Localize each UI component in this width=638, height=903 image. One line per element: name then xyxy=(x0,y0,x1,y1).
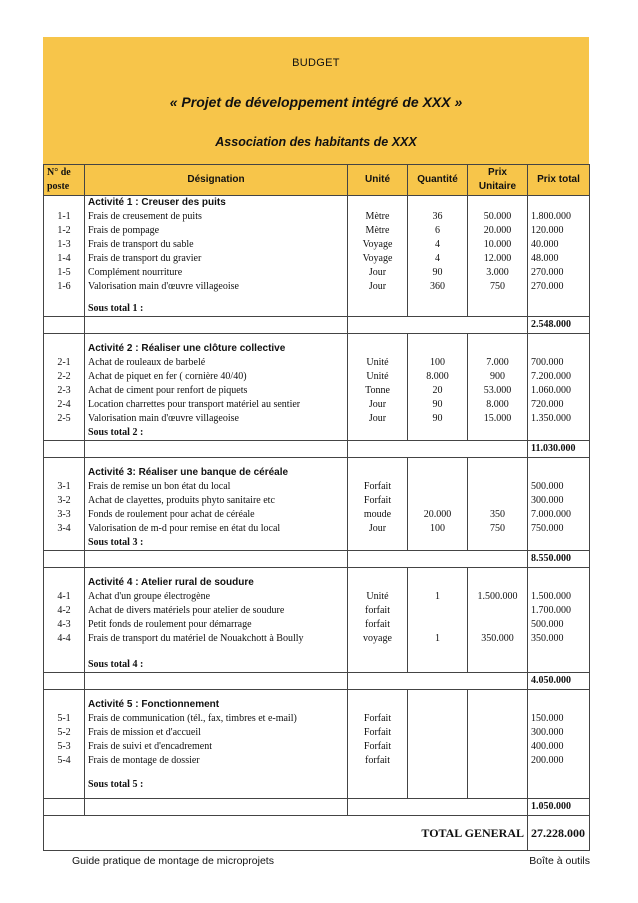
line-designation: Valorisation de m-d pour remise en état du local xyxy=(88,523,281,534)
line-unit-price: 350 xyxy=(490,509,505,520)
subtotal-blank xyxy=(85,441,348,458)
association-name: Association des habitants de XXX xyxy=(215,135,417,149)
subtotal-blank xyxy=(85,799,348,816)
subtotal-value: 1.050.000 xyxy=(528,799,590,816)
cell-des xyxy=(85,334,348,441)
subtotal-blank xyxy=(85,317,348,334)
cell-qty xyxy=(408,196,468,317)
line-no: 5-1 xyxy=(57,713,71,724)
line-total: 1.800.000 xyxy=(531,211,571,222)
line-no: 3-4 xyxy=(57,523,71,534)
line-no: 2-5 xyxy=(57,413,71,424)
cell-pt xyxy=(528,458,590,551)
header-no: N° de poste xyxy=(44,165,85,196)
spacer xyxy=(351,698,404,712)
spacer xyxy=(531,196,586,210)
line-total: 40.000 xyxy=(531,239,559,250)
line-quantity: 90 xyxy=(432,267,443,278)
line-designation: Frais de transport du gravier xyxy=(88,253,202,264)
spacer xyxy=(471,196,524,210)
line-unit-price xyxy=(471,740,524,754)
subtotal-label: Sous total 2 : xyxy=(88,427,144,438)
activity-block xyxy=(44,334,590,441)
line-total: 7.000.000 xyxy=(531,509,571,520)
line-quantity xyxy=(411,618,464,632)
spacer xyxy=(351,466,404,480)
spacer xyxy=(351,196,404,210)
line-unit-price: 1.500.000 xyxy=(477,591,518,602)
line-no: 3-3 xyxy=(57,509,71,520)
line-unit: Jour xyxy=(368,413,387,424)
line-unit: forfait xyxy=(365,619,390,630)
line-total: 1.700.000 xyxy=(531,605,571,616)
cell-no xyxy=(44,568,85,673)
line-designation: Valorisation main d'œuvre villageoise xyxy=(88,413,239,424)
activity-title: Activité 4 : Atelier rural de soudure xyxy=(88,577,254,588)
subtotal-row xyxy=(44,551,590,568)
line-no: 2-1 xyxy=(57,357,71,368)
cell-pu xyxy=(468,196,528,317)
line-total: 400.000 xyxy=(531,741,564,752)
line-unit: Mètre xyxy=(365,211,390,222)
line-unit-price: 12.000 xyxy=(483,253,512,264)
subtotal-blank xyxy=(44,317,85,334)
line-designation: Valorisation main d'œuvre villageoise xyxy=(88,281,239,292)
line-designation: Frais de transport du matériel de Nouakchott à Boully xyxy=(88,633,304,644)
line-no: 4-2 xyxy=(57,605,71,616)
line-quantity: 1 xyxy=(435,633,440,644)
cell-qty xyxy=(408,334,468,441)
line-unit: Forfait xyxy=(363,741,392,752)
line-unit: Jour xyxy=(368,281,387,292)
spacer xyxy=(351,576,404,590)
line-designation: Frais de pompage xyxy=(88,225,160,236)
line-unit: Unité xyxy=(366,357,389,368)
line-unit-price: 3.000 xyxy=(486,267,509,278)
line-unit-price xyxy=(471,754,524,768)
subtotal-label: Sous total 5 : xyxy=(88,779,144,790)
line-total: 1.500.000 xyxy=(531,591,571,602)
line-unit-price: 750 xyxy=(490,281,505,292)
spacer xyxy=(531,698,586,712)
line-designation: Frais de transport du sable xyxy=(88,239,194,250)
project-title: « Projet de développement intégré de XXX » xyxy=(169,94,463,110)
activity-block xyxy=(44,196,590,317)
line-total: 200.000 xyxy=(531,755,564,766)
line-total: 300.000 xyxy=(531,495,564,506)
line-quantity xyxy=(411,480,464,494)
cell-unit xyxy=(348,334,408,441)
line-total: 150.000 xyxy=(531,713,564,724)
cell-des xyxy=(85,196,348,317)
spacer xyxy=(531,466,586,480)
subtotal-row xyxy=(44,673,590,690)
line-quantity: 90 xyxy=(432,399,443,410)
subtotal-blank xyxy=(348,317,528,334)
cell-unit xyxy=(348,568,408,673)
grand-total-label: TOTAL GENERAL xyxy=(44,816,528,851)
line-unit: Voyage xyxy=(362,239,393,250)
spacer xyxy=(411,466,464,480)
line-total: 48.000 xyxy=(531,253,559,264)
subtotal-row xyxy=(44,441,590,458)
line-quantity: 90 xyxy=(432,413,443,424)
line-unit: Forfait xyxy=(363,481,392,492)
line-unit: Voyage xyxy=(362,253,393,264)
spacer xyxy=(47,576,81,590)
line-quantity: 1 xyxy=(435,591,440,602)
line-unit: Forfait xyxy=(363,495,392,506)
activity-title: Activité 5 : Fonctionnement xyxy=(88,699,220,710)
line-unit-price: 10.000 xyxy=(483,239,512,250)
line-unit: forfait xyxy=(365,605,390,616)
activity-title: Activité 2 : Réaliser une clôture collective xyxy=(88,343,286,354)
line-no: 5-2 xyxy=(57,727,71,738)
header-prix-unitaire: Prix Unitaire xyxy=(468,165,528,196)
line-unit: Jour xyxy=(368,523,387,534)
line-no: 1-4 xyxy=(57,253,71,264)
line-designation: Achat d'un groupe électrogène xyxy=(88,591,211,602)
cell-qty xyxy=(408,568,468,673)
spacer xyxy=(47,698,81,712)
line-unit: Unité xyxy=(366,591,389,602)
line-designation: Achat de rouleaux de barbelé xyxy=(88,357,206,368)
cell-pu xyxy=(468,690,528,799)
spacer xyxy=(531,576,586,590)
line-no: 2-2 xyxy=(57,371,71,382)
line-quantity: 8.000 xyxy=(426,371,449,382)
line-unit: forfait xyxy=(365,755,390,766)
line-unit-price xyxy=(471,494,524,508)
cell-pt xyxy=(528,334,590,441)
line-no: 1-1 xyxy=(57,211,71,222)
line-designation: Frais de montage de dossier xyxy=(88,755,200,766)
line-total: 1.350.000 xyxy=(531,413,571,424)
line-quantity xyxy=(411,726,464,740)
line-total: 350.000 xyxy=(531,633,564,644)
line-total: 120.000 xyxy=(531,225,564,236)
line-no: 4-1 xyxy=(57,591,71,602)
subtotal-blank xyxy=(348,799,528,816)
line-quantity: 4 xyxy=(435,239,440,250)
line-no: 1-6 xyxy=(57,281,71,292)
subtotal-value: 4.050.000 xyxy=(528,673,590,690)
activity-title: Activité 3: Réaliser une banque de céréale xyxy=(88,467,289,478)
line-unit-price: 350.000 xyxy=(481,633,514,644)
subtotal-blank xyxy=(85,551,348,568)
cell-no xyxy=(44,334,85,441)
activity-block xyxy=(44,690,590,799)
line-total: 750.000 xyxy=(531,523,564,534)
line-designation: Frais de suivi et d'encadrement xyxy=(88,741,212,752)
line-designation: Achat de divers matériels pour atelier de soudure xyxy=(88,605,285,616)
line-total: 720.000 xyxy=(531,399,564,410)
cell-pt xyxy=(528,690,590,799)
subtotal-row xyxy=(44,317,590,334)
subtotal-value: 11.030.000 xyxy=(528,441,590,458)
cell-unit xyxy=(348,196,408,317)
line-unit-price: 50.000 xyxy=(483,211,512,222)
line-total: 500.000 xyxy=(531,619,564,630)
cell-no xyxy=(44,690,85,799)
spacer xyxy=(411,196,464,210)
cell-pu xyxy=(468,568,528,673)
spacer xyxy=(531,342,586,356)
header-unite: Unité xyxy=(348,165,408,196)
spacer xyxy=(47,466,81,480)
header-quantite: Quantité xyxy=(408,165,468,196)
cell-des xyxy=(85,568,348,673)
line-total: 300.000 xyxy=(531,727,564,738)
cell-unit xyxy=(348,458,408,551)
line-quantity: 20 xyxy=(432,385,443,396)
cell-qty xyxy=(408,458,468,551)
line-quantity: 360 xyxy=(430,281,445,292)
line-total: 700.000 xyxy=(531,357,564,368)
activity-block xyxy=(44,568,590,673)
line-total: 270.000 xyxy=(531,281,564,292)
line-designation: Petit fonds de roulement pour démarrage xyxy=(88,619,252,630)
line-quantity: 20.000 xyxy=(423,509,452,520)
footer-right: Boîte à outils xyxy=(529,855,590,867)
line-unit: Tonne xyxy=(365,385,390,396)
line-unit: Jour xyxy=(368,267,387,278)
line-quantity: 6 xyxy=(435,225,440,236)
subtotal-row xyxy=(44,799,590,816)
cell-pu xyxy=(468,334,528,441)
cell-pu xyxy=(468,458,528,551)
line-unit-price xyxy=(471,618,524,632)
line-unit: Mètre xyxy=(365,225,390,236)
line-no: 1-5 xyxy=(57,267,71,278)
subtotal-label: Sous total 1 : xyxy=(88,303,144,314)
line-designation: Frais de mission et d'accueil xyxy=(88,727,201,738)
line-no: 1-2 xyxy=(57,225,71,236)
line-quantity xyxy=(411,740,464,754)
spacer xyxy=(411,576,464,590)
line-unit: Forfait xyxy=(363,713,392,724)
header-designation: Désignation xyxy=(85,165,348,196)
line-unit-price xyxy=(471,604,524,618)
line-quantity: 100 xyxy=(430,357,445,368)
line-total: 500.000 xyxy=(531,481,564,492)
line-designation: Complément nourriture xyxy=(88,267,183,278)
spacer xyxy=(471,342,524,356)
grand-total-value: 27.228.000 xyxy=(528,816,590,851)
subtotal-blank xyxy=(44,799,85,816)
line-no: 5-4 xyxy=(57,755,71,766)
line-no: 3-1 xyxy=(57,481,71,492)
line-designation: Fonds de roulement pour achat de céréale xyxy=(88,509,255,520)
line-unit: Forfait xyxy=(363,727,392,738)
line-designation: Frais de communication (tél., fax, timbres et e-mail) xyxy=(88,713,297,724)
budget-table xyxy=(43,164,590,851)
subtotal-value: 2.548.000 xyxy=(528,317,590,334)
line-no: 5-3 xyxy=(57,741,71,752)
cell-pt xyxy=(528,568,590,673)
cell-no xyxy=(44,196,85,317)
spacer xyxy=(471,576,524,590)
line-quantity xyxy=(411,754,464,768)
line-designation: Achat de clayettes, produits phyto sanitaire etc xyxy=(88,495,275,506)
activity-block xyxy=(44,458,590,551)
line-unit: moude xyxy=(363,509,392,520)
line-quantity: 4 xyxy=(435,253,440,264)
line-unit-price xyxy=(471,726,524,740)
spacer xyxy=(351,342,404,356)
cell-des xyxy=(85,690,348,799)
subtotal-blank xyxy=(85,673,348,690)
spacer xyxy=(47,342,81,356)
cell-qty xyxy=(408,690,468,799)
cell-des xyxy=(85,458,348,551)
subtotal-blank xyxy=(348,441,528,458)
line-no: 2-4 xyxy=(57,399,71,410)
spacer xyxy=(411,342,464,356)
line-no: 4-4 xyxy=(57,633,71,644)
line-unit-price: 900 xyxy=(490,371,505,382)
subtotal-blank xyxy=(348,673,528,690)
footer-left: Guide pratique de montage de microprojets xyxy=(72,855,274,867)
line-quantity xyxy=(411,712,464,726)
line-unit: voyage xyxy=(363,633,392,644)
line-total: 270.000 xyxy=(531,267,564,278)
spacer xyxy=(471,698,524,712)
line-unit: Unité xyxy=(366,371,389,382)
subtotal-blank xyxy=(44,441,85,458)
spacer xyxy=(47,196,81,210)
line-designation: Achat de piquet en fer ( cornière 40/40) xyxy=(88,371,247,382)
line-no: 1-3 xyxy=(57,239,71,250)
subtotal-blank xyxy=(44,551,85,568)
line-total: 1.060.000 xyxy=(531,385,571,396)
subtotal-blank xyxy=(348,551,528,568)
line-unit-price: 8.000 xyxy=(486,399,509,410)
line-quantity: 36 xyxy=(432,211,443,222)
budget-title: BUDGET xyxy=(292,57,340,69)
spacer xyxy=(471,466,524,480)
spacer xyxy=(411,698,464,712)
line-designation: Location charrettes pour transport matériel au sentier xyxy=(88,399,301,410)
line-designation: Frais de creusement de puits xyxy=(88,211,202,222)
line-quantity xyxy=(411,604,464,618)
line-unit: Jour xyxy=(368,399,387,410)
budget-banner xyxy=(43,37,589,164)
line-designation: Achat de ciment pour renfort de piquets xyxy=(88,385,248,396)
line-designation: Frais de remise un bon état du local xyxy=(88,481,231,492)
line-unit-price: 750 xyxy=(490,523,505,534)
cell-unit xyxy=(348,690,408,799)
activity-title: Activité 1 : Creuser des puits xyxy=(88,197,226,208)
line-unit-price: 53.000 xyxy=(483,385,512,396)
line-quantity: 100 xyxy=(430,523,445,534)
subtotal-label: Sous total 4 : xyxy=(88,659,144,670)
line-quantity xyxy=(411,494,464,508)
grand-total-row xyxy=(44,816,590,851)
line-no: 4-3 xyxy=(57,619,71,630)
line-unit-price xyxy=(471,712,524,726)
subtotal-label: Sous total 3 : xyxy=(88,537,144,548)
subtotal-value: 8.550.000 xyxy=(528,551,590,568)
line-total: 7.200.000 xyxy=(531,371,571,382)
line-unit-price: 20.000 xyxy=(483,225,512,236)
header-prix-total: Prix total xyxy=(528,165,590,196)
line-unit-price: 15.000 xyxy=(483,413,512,424)
line-no: 2-3 xyxy=(57,385,71,396)
cell-no xyxy=(44,458,85,551)
table-header-row xyxy=(44,165,590,196)
subtotal-blank xyxy=(44,673,85,690)
line-unit-price: 7.000 xyxy=(486,357,509,368)
line-unit-price xyxy=(471,480,524,494)
line-no: 3-2 xyxy=(57,495,71,506)
cell-pt xyxy=(528,196,590,317)
